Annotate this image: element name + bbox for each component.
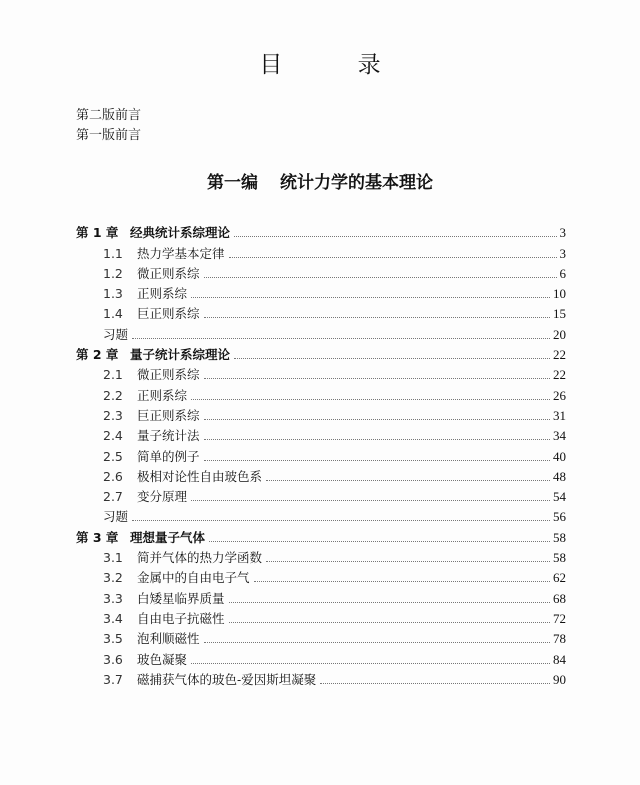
toc-entry-number: 2.3: [103, 407, 123, 423]
toc-entry-page-number: 62: [553, 570, 566, 586]
toc-entry-title: 磁捕获气体的玻色-爱因斯坦凝聚: [137, 671, 317, 687]
toc-section-entry[interactable]: [76, 668, 566, 688]
part-label: 第一编: [207, 173, 258, 193]
toc-section-entry[interactable]: [76, 363, 566, 383]
dot-leader: [234, 236, 556, 237]
toc-entry-title: 白矮星临界质量: [137, 590, 225, 606]
dot-leader: [191, 663, 550, 664]
toc-entry-number: 1.4: [103, 306, 123, 322]
toc-entry-title: 经典统计系综理论: [130, 225, 231, 241]
toc-chapter-entry[interactable]: [76, 343, 566, 363]
toc-entry-number: 1.2: [103, 265, 123, 281]
toc-entry-page-number: 90: [553, 671, 566, 687]
dot-leader: [191, 297, 550, 298]
toc-entry-title: 简单的例子: [137, 448, 200, 464]
dot-leader: [266, 480, 550, 481]
toc-entry-title: 微正则系综: [137, 367, 200, 383]
toc-section-entry[interactable]: [76, 282, 566, 302]
toc-section-entry[interactable]: [76, 383, 566, 403]
toc-entry-number: 第 2 章: [76, 347, 119, 363]
toc-section-entry[interactable]: [76, 424, 566, 444]
toc-section-entry[interactable]: [76, 566, 566, 586]
toc-entry-title: 习题: [103, 509, 129, 525]
toc-entry-title: 微正则系综: [137, 265, 200, 281]
toc-entry-page-number: 3: [559, 225, 566, 241]
toc-entry-page-number: 54: [553, 489, 566, 505]
toc-section-entry[interactable]: [76, 465, 566, 485]
toc-entry-title: 正则系综: [137, 286, 188, 302]
toc-entry-number: 3.1: [103, 550, 123, 566]
dot-leader: [266, 561, 550, 562]
dot-leader: [204, 317, 550, 318]
toc-entry-page-number: 58: [553, 550, 566, 566]
toc-entry-page-number: 56: [553, 509, 566, 525]
toc-entry-number: 3.7: [103, 671, 123, 687]
toc-entry-number: 2.7: [103, 489, 123, 505]
toc-entry-page-number: 40: [553, 448, 566, 464]
toc-entry-title: 变分原理: [137, 489, 188, 505]
toc-entry-number: 1.3: [103, 286, 123, 302]
toc-section-entry[interactable]: [76, 607, 566, 627]
dot-leader: [229, 602, 550, 603]
toc-entry-title: 自由电子抗磁性: [137, 610, 225, 626]
dot-leader: [204, 642, 550, 643]
toc-entry-title: 简并气体的热力学函数: [137, 550, 263, 566]
toc-entry-title: 正则系综: [137, 387, 188, 403]
dot-leader: [204, 419, 550, 420]
toc-entry-number: 2.6: [103, 468, 123, 484]
toc-entry-number: 2.2: [103, 387, 123, 403]
toc-entry-page-number: 3: [559, 245, 566, 261]
toc-entry-page-number: 68: [553, 590, 566, 606]
part-name: 统计力学的基本理论: [280, 173, 433, 193]
toc-entry-number: 2.1: [103, 367, 123, 383]
toc-entry-page-number: 78: [553, 631, 566, 647]
toc-chapter-entry[interactable]: [76, 525, 566, 545]
dot-leader: [209, 541, 550, 542]
table-of-contents: [76, 221, 566, 688]
toc-section-entry[interactable]: [76, 586, 566, 606]
toc-entry-page-number: 10: [553, 286, 566, 302]
page-title: 目 录: [259, 52, 415, 78]
toc-section-entry[interactable]: [76, 262, 566, 282]
toc-entry-title: 量子统计法: [137, 428, 200, 444]
dot-leader: [229, 622, 550, 623]
toc-chapter-entry[interactable]: [76, 221, 566, 241]
toc-entry-title: 习题: [103, 326, 129, 342]
dot-leader: [132, 520, 550, 521]
preface-first-edition[interactable]: 第一版前言: [76, 128, 142, 143]
dot-leader: [229, 257, 557, 258]
toc-entry-page-number: 22: [553, 367, 566, 383]
toc-entry-number: 2.4: [103, 428, 123, 444]
dot-leader: [191, 399, 550, 400]
toc-entry-number: 3.6: [103, 651, 123, 667]
toc-entry-title: 巨正则系综: [137, 306, 200, 322]
dot-leader: [204, 277, 557, 278]
toc-entry-title: 玻色凝聚: [137, 651, 188, 667]
toc-entry-page-number: 20: [553, 326, 566, 342]
toc-section-entry[interactable]: [76, 241, 566, 261]
toc-entry-page-number: 72: [553, 610, 566, 626]
dot-leader: [254, 581, 550, 582]
toc-entry-number: 2.5: [103, 448, 123, 464]
part-heading: [0, 168, 640, 193]
toc-entry-number: 3.4: [103, 610, 123, 626]
toc-section-entry[interactable]: [76, 404, 566, 424]
toc-entry-title: 极相对论性自由玻色系: [137, 468, 263, 484]
toc-entry-page-number: 34: [553, 428, 566, 444]
toc-section-entry[interactable]: [76, 546, 566, 566]
toc-entry-number: 第 1 章: [76, 225, 119, 241]
toc-exercise-entry[interactable]: [76, 505, 566, 525]
toc-entry-page-number: 6: [559, 265, 566, 281]
toc-section-entry[interactable]: [76, 647, 566, 667]
toc-section-entry[interactable]: [76, 485, 566, 505]
toc-entry-page-number: 22: [553, 347, 566, 363]
dot-leader: [204, 460, 550, 461]
toc-entry-number: 3.2: [103, 570, 123, 586]
toc-entry-page-number: 31: [553, 407, 566, 423]
preface-second-edition[interactable]: 第二版前言: [76, 108, 142, 123]
toc-entry-title: 泡利顺磁性: [137, 631, 200, 647]
toc-entry-title: 量子统计系综理论: [130, 347, 231, 363]
toc-entry-page-number: 84: [553, 651, 566, 667]
dot-leader: [320, 683, 550, 684]
toc-entry-page-number: 15: [553, 306, 566, 322]
toc-entry-title: 热力学基本定律: [137, 245, 225, 261]
toc-section-entry[interactable]: [76, 302, 566, 322]
toc-entry-title: 金属中的自由电子气: [137, 570, 250, 586]
dot-leader: [234, 358, 550, 359]
toc-section-entry[interactable]: [76, 627, 566, 647]
dot-leader: [132, 338, 550, 339]
toc-entry-number: 3.5: [103, 631, 123, 647]
dot-leader: [191, 500, 550, 501]
toc-entry-page-number: 58: [553, 529, 566, 545]
toc-entry-title: 理想量子气体: [130, 529, 206, 545]
toc-entry-number: 1.1: [103, 245, 123, 261]
toc-entry-title: 巨正则系综: [137, 407, 200, 423]
dot-leader: [204, 378, 550, 379]
toc-entry-number: 3.3: [103, 590, 123, 606]
toc-section-entry[interactable]: [76, 444, 566, 464]
toc-entry-page-number: 26: [553, 387, 566, 403]
toc-entry-number: 第 3 章: [76, 529, 119, 545]
dot-leader: [204, 439, 550, 440]
toc-entry-page-number: 48: [553, 468, 566, 484]
toc-exercise-entry[interactable]: [76, 322, 566, 342]
